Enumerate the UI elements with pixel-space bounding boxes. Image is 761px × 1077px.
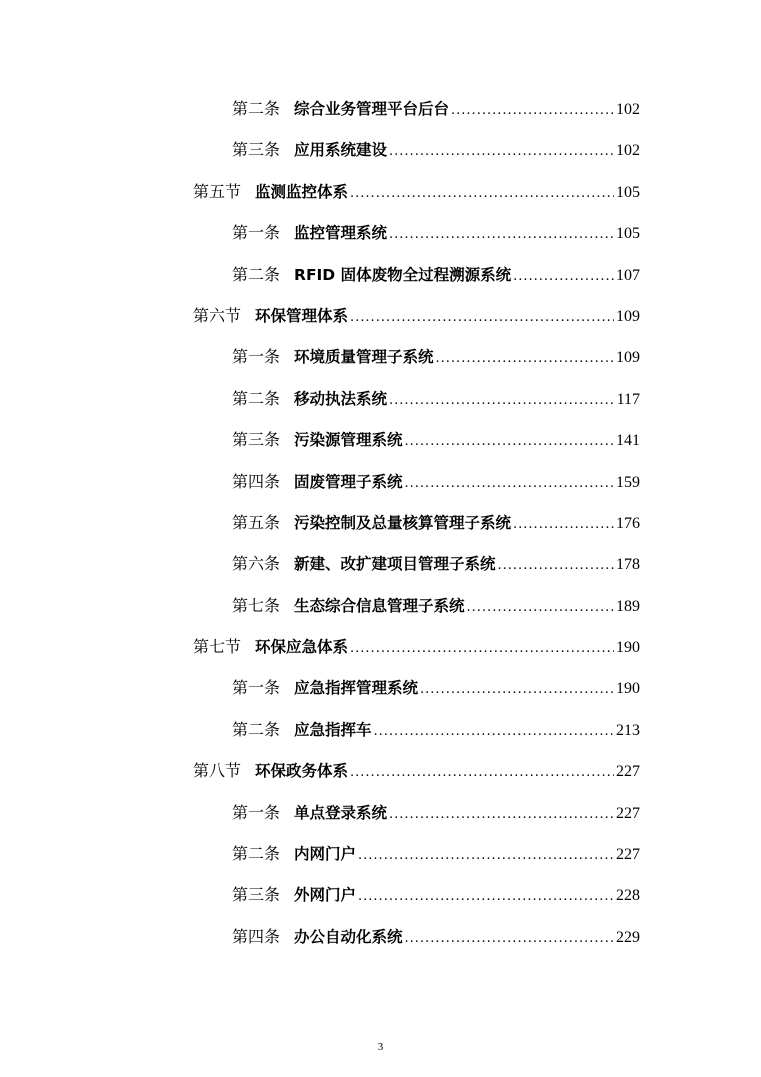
toc-entry-line	[232, 471, 640, 495]
toc-entry-page: 178	[616, 556, 640, 574]
toc-entry-number: 第二条	[232, 99, 281, 118]
toc-dot-leader	[374, 721, 614, 743]
toc-section-entry[interactable]	[0, 626, 761, 667]
toc-dot-leader	[513, 266, 614, 288]
toc-entry-page: 228	[616, 887, 640, 905]
toc-entry-page: 109	[616, 307, 640, 325]
table-of-contents	[0, 88, 761, 957]
toc-entry-page: 117	[616, 390, 640, 408]
toc-article-entry[interactable]	[0, 833, 761, 874]
toc-entry-page: 102	[616, 142, 640, 160]
toc-dot-leader	[350, 307, 614, 329]
toc-entry-page: 229	[616, 928, 640, 946]
toc-entry-line	[232, 677, 640, 701]
toc-article-entry[interactable]	[0, 461, 761, 502]
toc-dot-leader	[420, 679, 614, 701]
toc-entry-title: 污染控制及总量核算管理子系统	[294, 513, 512, 532]
toc-article-entry[interactable]	[0, 129, 761, 170]
toc-entry-page: 227	[616, 804, 640, 822]
toc-dot-leader	[451, 100, 614, 122]
toc-entry-title: 应用系统建设	[294, 141, 388, 160]
toc-entry-number: 第六节	[193, 305, 242, 325]
toc-article-entry[interactable]	[0, 667, 761, 708]
toc-article-entry[interactable]	[0, 585, 761, 626]
toc-entry-page: 176	[616, 514, 640, 532]
toc-entry-title: 污染源管理系统	[294, 431, 403, 450]
toc-entry-line	[232, 346, 640, 370]
toc-article-entry[interactable]	[0, 254, 761, 295]
toc-entry-page: 190	[616, 680, 640, 698]
toc-entry-title: RFID 固体废物全过程溯源系统	[294, 265, 512, 284]
toc-entry-number: 第一条	[232, 347, 281, 367]
toc-entry-line	[232, 512, 640, 536]
toc-entry-number: 第二条	[232, 388, 281, 408]
toc-entry-line	[232, 98, 640, 122]
toc-entry-number: 第二条	[232, 719, 281, 739]
toc-article-entry[interactable]	[0, 419, 761, 460]
toc-entry-title: 单点登录系统	[294, 803, 388, 822]
toc-entry-title: 外网门户	[294, 886, 357, 905]
toc-dot-leader	[389, 141, 614, 163]
toc-entry-line	[232, 429, 640, 453]
toc-entry-line	[232, 139, 640, 163]
toc-entry-page: 141	[616, 432, 640, 450]
toc-entry-page: 189	[616, 597, 640, 615]
toc-article-entry[interactable]	[0, 792, 761, 833]
toc-dot-leader	[350, 638, 614, 660]
toc-entry-title: 监测监控体系	[255, 182, 349, 201]
toc-entry-number: 第七条	[232, 595, 281, 615]
toc-dot-leader	[358, 845, 614, 867]
toc-entry-line	[232, 802, 640, 826]
toc-entry-page: 227	[616, 846, 640, 864]
toc-article-entry[interactable]	[0, 378, 761, 419]
toc-dot-leader	[513, 514, 614, 536]
toc-entry-line	[193, 636, 640, 660]
toc-dot-leader	[405, 473, 614, 495]
toc-entry-page: 109	[616, 349, 640, 367]
toc-section-entry[interactable]	[0, 750, 761, 791]
toc-dot-leader	[350, 762, 614, 784]
toc-entry-number: 第六条	[232, 554, 281, 574]
toc-entry-page: 102	[616, 101, 640, 118]
toc-entry-line	[232, 595, 640, 619]
toc-entry-number: 第三条	[232, 885, 281, 905]
toc-dot-leader	[350, 183, 614, 205]
toc-entry-number: 第二条	[232, 264, 281, 284]
toc-dot-leader	[389, 224, 614, 246]
toc-entry-number: 第五节	[193, 181, 242, 201]
toc-entry-title: 应急指挥车	[294, 720, 372, 739]
toc-dot-leader	[498, 555, 614, 577]
toc-entry-page: 190	[616, 639, 640, 657]
toc-entry-line	[232, 843, 640, 867]
toc-entry-line	[193, 760, 640, 784]
toc-entry-title: 综合业务管理平台后台	[294, 100, 450, 118]
toc-entry-title: 固废管理子系统	[294, 472, 403, 491]
toc-entry-number: 第一条	[232, 802, 281, 822]
toc-entry-title: 环保政务体系	[255, 762, 349, 781]
toc-entry-page: 105	[616, 183, 640, 201]
toc-entry-line	[232, 884, 640, 908]
toc-entry-line	[232, 553, 640, 577]
toc-entry-title: 环保管理体系	[255, 306, 349, 325]
toc-entry-title: 环境质量管理子系统	[294, 348, 434, 367]
toc-entry-title: 办公自动化系统	[294, 927, 403, 946]
toc-dot-leader	[389, 390, 615, 412]
toc-entry-page: 227	[616, 763, 640, 781]
toc-section-entry[interactable]	[0, 171, 761, 212]
toc-article-entry[interactable]	[0, 336, 761, 377]
toc-entry-title: 内网门户	[294, 845, 357, 864]
page-number: 3	[377, 1041, 384, 1053]
toc-entry-number: 第一条	[232, 678, 281, 698]
toc-entry-number: 第八节	[193, 761, 242, 781]
toc-entry-line	[232, 719, 640, 743]
toc-entry-title: 环保应急体系	[255, 638, 349, 657]
toc-entry-title: 监控管理系统	[294, 224, 388, 243]
toc-entry-line	[232, 264, 640, 288]
toc-entry-line	[232, 926, 640, 950]
toc-article-entry[interactable]	[0, 88, 761, 129]
toc-entry-title: 新建、改扩建项目管理子系统	[294, 555, 496, 574]
toc-dot-leader	[389, 804, 614, 826]
toc-entry-number: 第三条	[232, 430, 281, 450]
toc-dot-leader	[358, 886, 614, 908]
toc-entry-title: 应急指挥管理系统	[294, 679, 419, 698]
toc-entry-number: 第三条	[232, 140, 281, 160]
toc-article-entry[interactable]	[0, 916, 761, 957]
toc-entry-line	[232, 222, 640, 246]
toc-entry-page: 105	[616, 225, 640, 243]
toc-article-entry[interactable]	[0, 709, 761, 750]
toc-entry-number: 第七节	[193, 637, 242, 657]
toc-entry-number: 第一条	[232, 223, 281, 243]
toc-article-entry[interactable]	[0, 874, 761, 915]
toc-entry-page: 213	[616, 721, 640, 739]
toc-entry-page: 159	[616, 473, 640, 491]
toc-entry-number: 第四条	[232, 471, 281, 491]
toc-entry-number: 第四条	[232, 926, 281, 946]
toc-section-entry[interactable]	[0, 295, 761, 336]
toc-entry-page: 107	[616, 266, 640, 284]
toc-dot-leader	[436, 348, 614, 370]
toc-entry-line	[193, 181, 640, 205]
toc-entry-number: 第二条	[232, 844, 281, 864]
toc-entry-number: 第五条	[232, 512, 281, 532]
toc-article-entry[interactable]	[0, 212, 761, 253]
toc-dot-leader	[405, 928, 614, 950]
toc-entry-title: 生态综合信息管理子系统	[294, 596, 465, 615]
toc-entry-line	[232, 388, 640, 412]
toc-entry-title: 移动执法系统	[294, 389, 388, 408]
toc-article-entry[interactable]	[0, 543, 761, 584]
toc-article-entry[interactable]	[0, 502, 761, 543]
toc-entry-line	[193, 305, 640, 329]
toc-dot-leader	[467, 597, 614, 619]
toc-dot-leader	[405, 431, 614, 453]
